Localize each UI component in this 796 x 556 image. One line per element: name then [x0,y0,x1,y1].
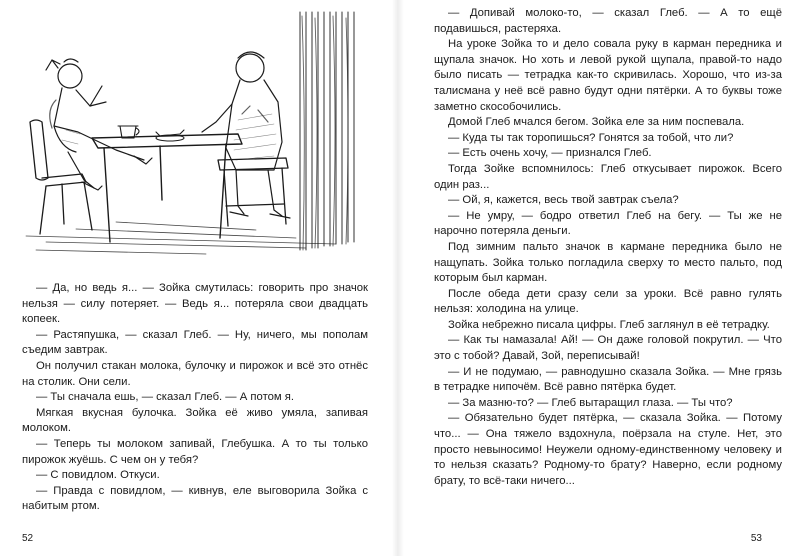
paragraph: — Ты сначала ешь, — сказал Глеб. — А потом я. [36,391,295,404]
paragraph: — За мазню-то? — Глеб вытаращил глаза. — Ты что? [448,396,733,409]
paragraph: — Как ты намазала! Ай! — Он даже головой покрутил. — Что это с тобой? Давай, Зой, переписывай! [434,334,782,363]
left-page-text [22,281,368,515]
children-at-table-sketch [6,10,358,262]
paragraph: Мягкая вкусная булочка. Зойка её живо умяла, запивая молоком. [22,406,368,435]
paragraph: — Есть очень хочу, — признался Глеб. [448,147,652,160]
paragraph: — Куда ты так торопишься? Гонятся за тобой, что ли? [448,131,734,144]
right-page [398,0,796,556]
paragraph: — Ой, я, кажется, весь твой завтрак съела? [448,194,679,207]
right-page-text [434,6,782,489]
page-number: 53 [750,533,762,544]
paragraph: — Допивай молоко-то, — сказал Глеб. — А то ещё подавишься, растеряха. [434,7,782,35]
paragraph: — Не умру, — бодро ответил Глеб на бегу. — Ты же не нарочно потеряла деньги. [434,209,782,238]
paragraph: — Да, но ведь я... — Зойка смутилась: говорить про значок нельзя — силу потеряет. — Ведь я... потеряла свои двадцать копеек. [22,282,368,326]
paragraph: На уроке Зойка то и дело совала руку в карман передника и щупала значок. Но хоть и левой рукой щупала, правой-то надо было писать — тетрадка как-то скривилась. Хорошо, что из-за талисмана у неё всё равно будут одни пятёрки. А то буквы тоже заметно скособочились. [434,38,782,113]
page-number: 52 [22,533,34,544]
paragraph: Под зимним пальто значок в кармане передника было не нащупать. Зойка только погладила сверху то место пальто, под которым был карман. [434,240,782,285]
paragraph: — И не подумаю, — равнодушно сказала Зойка. — Мне грязь в тетрадке нипочём. Всё равно пятёрка будет. [434,365,782,394]
paragraph: — Обязательно будет пятёрка, — сказала Зойка. — Потому что... — Она тяжело вздохнула, поёрзала на стуле. Нет, это просто невыносимо! Неужели одному-единственному человеку и то нельзя сказать? Родному-то брату? Наверно, если родному брату, то всё-таки ничего... [434,412,782,487]
paragraph: Тогда Зойке вспомнилось: Глеб откусывает пирожок. Всего один раз... [434,162,782,191]
paragraph: — Растяпушка, — сказал Глеб. — Ну, ничего, мы пополам съедим завтрак. [22,328,368,357]
paragraph: — Теперь ты молоком запивай, Глебушка. А то ты только пирожок жуёшь. С чем он у тебя? [22,437,368,466]
paragraph: — Правда с повидлом, — кивнув, еле выговорила Зойка с набитым ртом. [22,484,368,513]
paragraph: Он получил стакан молока, булочку и пирожок и всё это отнёс на столик. Они сели. [22,359,368,388]
paragraph: Зойка небрежно писала цифры. Глеб заглянул в её тетрадку. [448,318,770,331]
paragraph: — С повидлом. Откуси. [36,469,160,482]
paragraph: После обеда дети сразу сели за уроки. Всё равно гулять нельзя: холодина на улице. [434,287,782,316]
paragraph: Домой Глеб мчался бегом. Зойка еле за ним поспевала. [448,116,745,129]
